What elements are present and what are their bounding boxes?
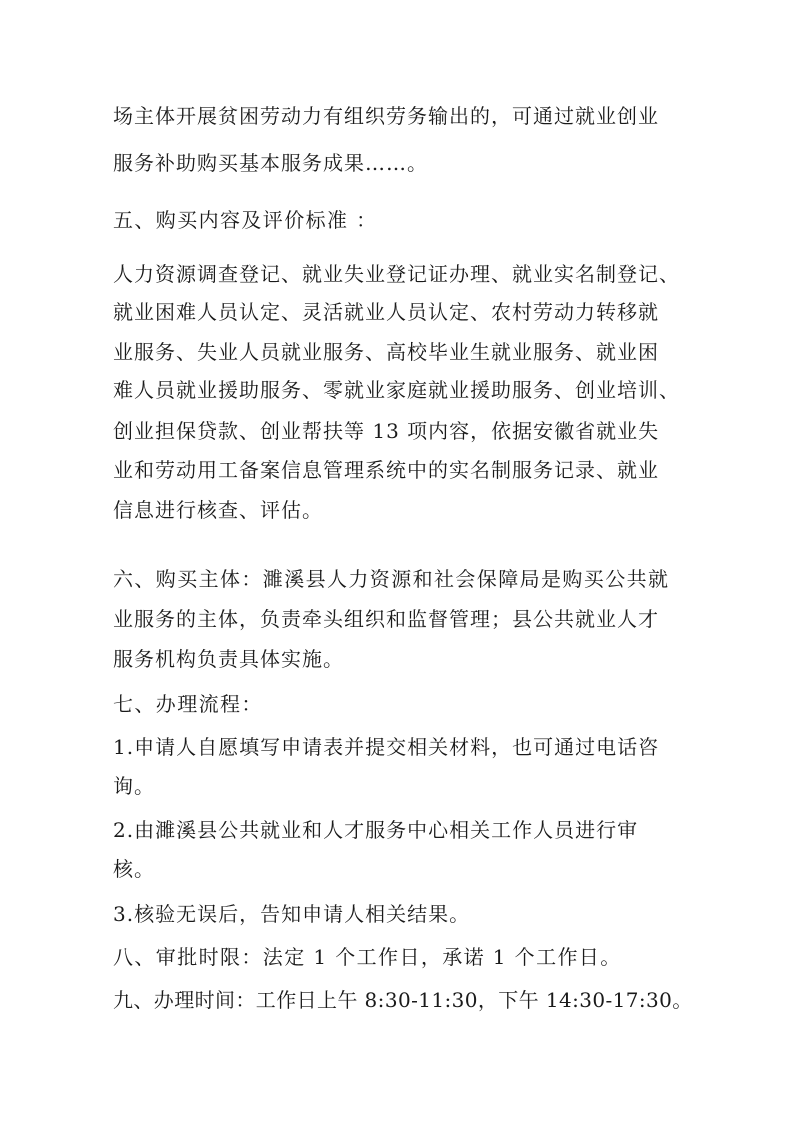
paragraph-line: 难人员就业援助服务、零就业家庭就业援助服务、创业培训、 — [113, 378, 680, 402]
paragraph-line: 就业困难人员认定、灵活就业人员认定、农村劳动力转移就 — [113, 300, 659, 324]
list-item: 1.申请人自愿填写申请表并提交相关材料，也可通过电话咨 — [113, 735, 660, 759]
list-item-continuation: 询。 — [113, 774, 155, 798]
paragraph-line: 业服务、失业人员就业服务、高校毕业生就业服务、就业困 — [113, 340, 659, 364]
paragraph-line: 信息进行核查、评估。 — [113, 498, 323, 522]
section-heading: 九、办理时间：工作日上午 8:30-11:30，下午 14:30-17:30。 — [113, 988, 693, 1012]
list-item-continuation: 核。 — [113, 857, 155, 881]
paragraph-line: 服务补助购买基本服务成果……。 — [113, 151, 428, 175]
section-heading: 八、审批时限：法定 1 个工作日，承诺 1 个工作日。 — [113, 945, 622, 969]
paragraph-line: 业和劳动用工备案信息管理系统中的实名制服务记录、就业 — [113, 458, 659, 482]
paragraph-line: 业服务的主体，负责牵头组织和监督管理；县公共就业人才 — [113, 607, 659, 631]
paragraph-line: 服务机构负责具体实施。 — [113, 647, 344, 671]
section-heading: 七、办理流程： — [113, 692, 263, 716]
section-heading: 六、购买主体：濉溪县人力资源和社会保障局是购买公共就 — [113, 567, 670, 591]
section-heading: 五、购买内容及评价标准 ： — [113, 208, 378, 232]
paragraph-line: 场主体开展贫困劳动力有组织劳务输出的，可通过就业创业 — [113, 104, 659, 128]
paragraph-line: 创业担保贷款、创业帮扶等 13 项内容，依据安徽省就业失 — [113, 419, 660, 443]
list-item: 2.由濉溪县公共就业和人才服务中心相关工作人员进行审 — [113, 818, 639, 842]
paragraph-line: 人力资源调查登记、就业失业登记证办理、就业实名制登记、 — [113, 262, 680, 286]
list-item: 3.核验无误后，告知申请人相关结果。 — [113, 902, 471, 926]
